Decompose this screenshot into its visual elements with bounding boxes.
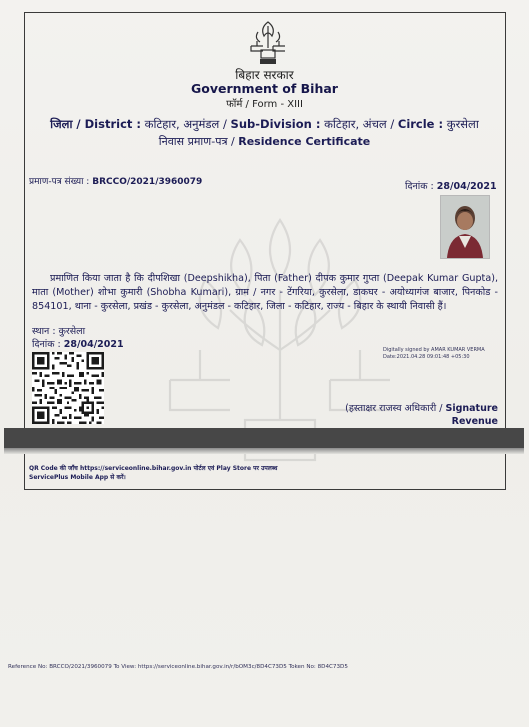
signatory-hindi: (हस्ताक्षर राजस्व अधिकारी / [345,403,443,414]
digital-signature-stamp [383,347,501,361]
place-line [32,324,85,337]
district-value: कटिहार, अनुमंडल / [144,117,227,131]
govt-name-english: Government of Bihar [191,81,338,96]
scan-fold-gradient [4,448,524,454]
digital-signature-date: Date:2021.04.28 09:01:48 +05:30 [383,354,470,360]
applicant-photo [440,195,490,259]
certificate-date [405,179,497,192]
qr-note-line-2: ServicePlus Mobile App से करें। [29,474,126,481]
qr-verification-note [29,464,309,482]
govt-name-hindi: बिहार सरकार [235,68,294,82]
issue-date-label: दिनांक : [32,339,61,350]
digital-signature-signer: Digitally signed by AMAR KUMAR VERMA [383,347,485,353]
district-label: जिला / District : [50,117,141,131]
issue-date-value: 28/04/2021 [63,339,124,350]
issue-date-line [32,337,124,350]
qr-note-line-1: QR Code की जाँच https://serviceonline.bihar.gov.in पोर्टल एवं Play Store पर उपलब्ध [29,465,278,472]
certificate-date-label: दिनांक : [405,181,434,192]
subdivision-value: कटिहार, अंचल / [324,117,395,131]
certificate-number-label: प्रमाण-पत्र संख्या : [29,177,90,187]
bihar-emblem-icon [248,18,288,66]
certificate-title-hindi: निवास प्रमाण-पत्र / [158,135,235,148]
certificate-number-value: BRCCO/2021/3960079 [92,177,203,187]
form-number: फॉर्म / Form - XIII [226,99,303,110]
reference-footer: Reference No: BRCCO/2021/3960079 To View: https://serviceonline.bihar.gov.in/r/bOM3c/8D4C73D5 Token No: 8D4C73D5 [8,664,348,670]
district-line [0,117,529,132]
signatory-english-1: Signature Revenue [445,403,498,427]
certificate-date-value: 28/04/2021 [436,181,497,192]
qr-code [32,352,104,424]
circle-value: कुरसेला [446,117,479,131]
certificate-title-english: Residence Certificate [238,135,371,148]
scan-fold-shadow-bar [4,428,524,448]
subdivision-label: Sub-Division : [230,117,321,131]
certificate-body-text: प्रमाणित किया जाता है कि दीपशिखा (Deepshikha), पिता (Father) दीपक कुमार गुप्ता (Deepak Kumar Gupta), माता (Mother) शोभा कुमारी (Shobha Kumari), ग्राम / नगर - टेंगरिया, कुरसेला, डाकघर - अयोध्यागंज बाजार, पिनकोड - 854101, थाना - कुरसेला, प्रखंड - कुरसेला, अनुमंडल - कटिहार, जिला - कटिहार, राज्य - बिहार के स्थायी निवासी हैं। [32,273,498,312]
certificate-title [0,134,529,149]
place-label: स्थान : [32,326,56,337]
circle-label: Circle : [397,117,444,131]
certificate-number [29,174,202,187]
place-value: कुरसेला [58,326,86,337]
